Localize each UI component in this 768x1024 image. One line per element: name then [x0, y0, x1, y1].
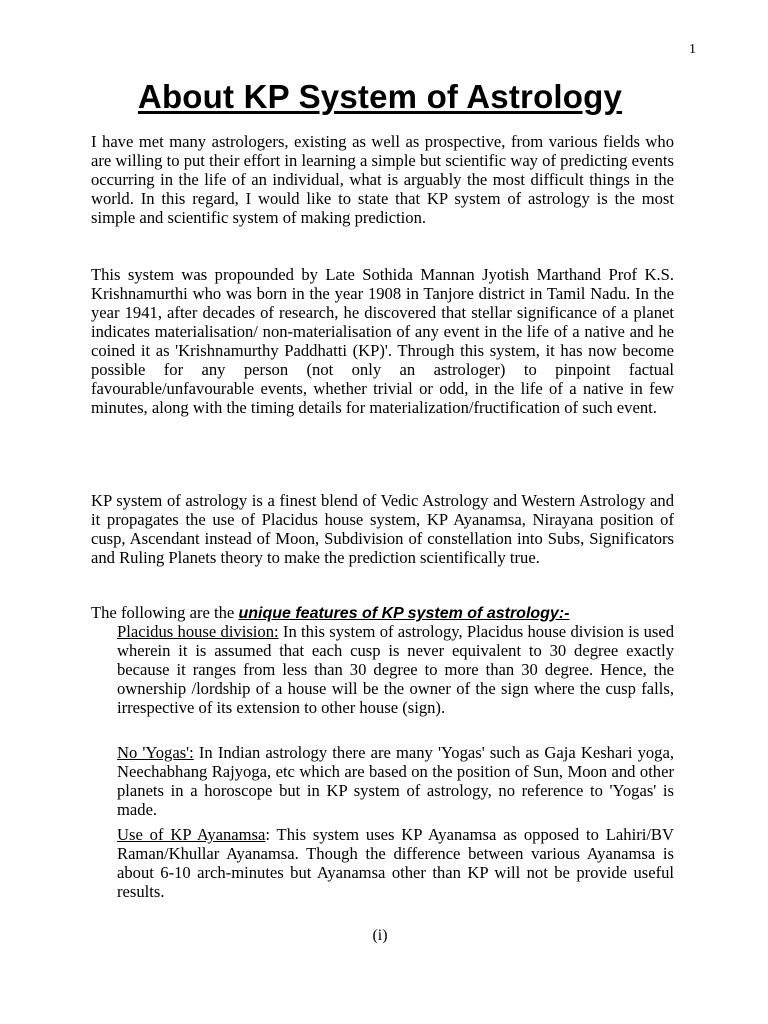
feature-label: Use of KP Ayanamsa: [117, 825, 266, 844]
page-title: About KP System of Astrology: [137, 78, 623, 115]
intro-paragraph: I have met many astrologers, existing as well as prospective, from various fields who are willing to put their effort in learning a simple but scientific way of predicting events occurring in the life of an individual, what is arguably the most difficult things in the world. In this regard, I would like to state that KP system of astrology is the most simple and scientific system of making prediction.: [91, 132, 674, 227]
history-paragraph: This system was propounded by Late Sothida Mannan Jyotish Marthand Prof K.S. Krishnamurthi who was born in the year 1908 in Tanjore district in Tamil Nadu. In the year 1941, after decades of research, he discovered that stellar significance of a planet indicates materialisation/ non-materialisation of any event in the life of a native and he coined it as 'Krishnamurthy Paddhatti (KP)'. Through this system, it has now become possible for any person (not only an astrologer) to pinpoint factual favourable/unfavourable events, whether trivial or odd, in the life of a native in few minutes, along with the timing details for materialization/fructification of such event.: [91, 265, 674, 417]
feature-text: : This system uses KP Ayanamsa as opposed to Lahiri/BV Raman/Khullar Ayanamsa. Though the difference between various Ayanamsa is about 6-10 arch-minutes but Ayanamsa other than KP will not be provide useful results.: [117, 825, 674, 901]
footer-page-number: (i): [372, 927, 388, 944]
feature-item-kp-ayanamsa: [117, 825, 674, 901]
blend-paragraph: KP system of astrology is a finest blend of Vedic Astrology and Western Astrology and it propagates the use of Placidus house system, KP Ayanamsa, Nirayana position of cusp, Ascendant instead of Moon, Subdivision of constellation into Subs, Significators and Ruling Planets theory to make the prediction scientifically true.: [91, 491, 674, 567]
feature-item-no-yogas: [117, 743, 674, 819]
feature-item-placidus: [117, 622, 674, 717]
page-number: 1: [689, 42, 696, 57]
features-intro-text: The following are the: [91, 603, 235, 622]
feature-label: No 'Yogas':: [117, 743, 194, 762]
feature-text: In Indian astrology there are many 'Yogas' such as Gaja Keshari yoga, Neechabhang Rajyoga, etc which are based on the position of Sun, Moon and other planets in a horoscope but in KP system of astrology, no reference to 'Yogas' is made.: [117, 743, 674, 819]
feature-text: In this system of astrology, Placidus house division is used wherein it is assumed that each cusp is never equivalent to 30 degree exactly because it ranges from less than 30 degree to more than 30 degree. Hence, the ownership /lordship of a house will be the owner of the sign where the cusp falls, irrespective of its extension to other house (sign).: [117, 622, 675, 717]
feature-label: Placidus house division:: [117, 622, 279, 641]
features-heading: unique features of KP system of astrology:-: [238, 605, 570, 622]
features-intro-line: [91, 603, 674, 623]
